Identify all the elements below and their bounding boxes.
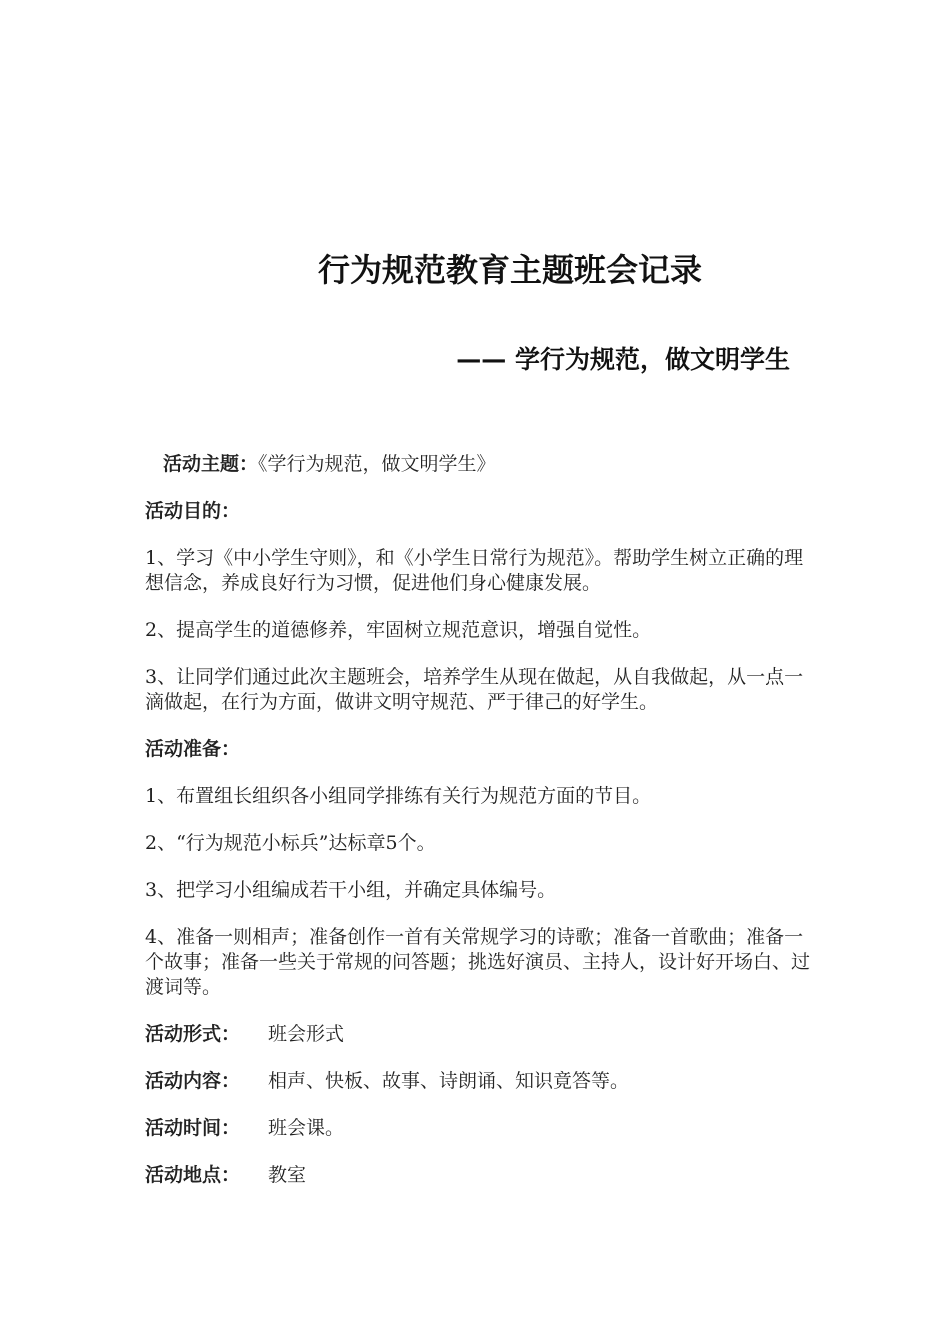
purpose-item-3: 3、让同学们通过此次主题班会，培养学生从现在做起，从自我做起，从一点一滴做起，在行为方面，做讲文明守规范、严于律己的好学生。 — [145, 666, 804, 713]
activity-place-label: 活动地点： — [145, 1164, 241, 1186]
activity-place-value: 教室 — [268, 1164, 307, 1186]
activity-theme-value: 《学行为规范，做文明学生》 — [258, 453, 496, 475]
activity-time — [145, 1116, 810, 1141]
activity-content-value: 相声、快板、故事、诗朗诵、知识竟答等。 — [268, 1070, 630, 1092]
preparation-item-2: 2、“行为规范小标兵”达标章5个。 — [145, 832, 436, 854]
preparation-item-4: 4、准备一则相声；准备创作一首有关常规学习的诗歌；准备一首歌曲；准备一个故事；准备一些关于常规的问答题；挑选好演员、主持人，设计好开场白、过渡词等。 — [145, 926, 811, 998]
activity-theme — [145, 452, 810, 477]
activity-form-label: 活动形式： — [145, 1023, 241, 1045]
document-body — [145, 452, 810, 1188]
purpose-item-2: 2、提高学生的道德修养，牢固树立规范意识，增强自觉性。 — [145, 619, 652, 641]
activity-form — [145, 1022, 810, 1047]
preparation-item-3: 3、把学习小组编成若干小组，并确定具体编号。 — [145, 879, 557, 901]
activity-preparation-heading: 活动准备： — [145, 738, 241, 760]
activity-form-value: 班会形式 — [268, 1023, 345, 1045]
activity-purpose-heading: 活动目的： — [145, 500, 241, 522]
preparation-item-1: 1、布置组长组织各小组同学排练有关行为规范方面的节目。 — [145, 785, 652, 807]
activity-theme-label: 活动主题： — [163, 453, 259, 475]
activity-content-label: 活动内容： — [145, 1070, 241, 1092]
activity-content — [145, 1069, 810, 1094]
document-title: 行为规范教育主题班会记录 — [317, 251, 702, 289]
activity-time-label: 活动时间： — [145, 1117, 241, 1139]
activity-time-value: 班会课。 — [268, 1117, 345, 1139]
purpose-item-1: 1、学习《中小学生守则》，和《小学生日常行为规范》。帮助学生树立正确的理想信念，养成良好行为习惯，促进他们身心健康发展。 — [145, 547, 804, 594]
document-subtitle: —— 学行为规范，做文明学生 — [456, 345, 790, 374]
activity-place — [145, 1163, 810, 1188]
